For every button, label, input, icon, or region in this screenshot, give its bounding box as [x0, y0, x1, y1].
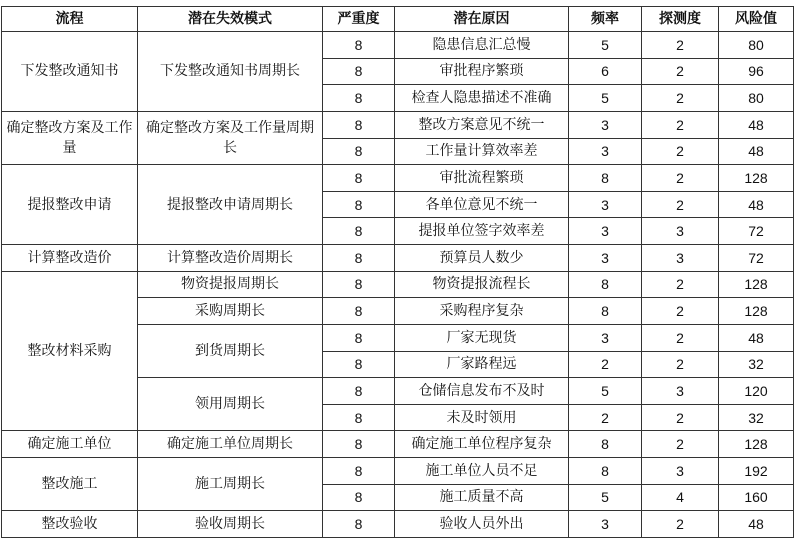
process-cell: 下发整改通知书 — [2, 32, 138, 112]
cause-cell: 施工单位人员不足 — [395, 458, 569, 485]
cause-cell: 工作量计算效率差 — [395, 138, 569, 165]
cause-cell: 未及时领用 — [395, 404, 569, 431]
severity-cell: 8 — [323, 191, 395, 218]
fmea-table — [1, 6, 794, 538]
process-cell: 整改验收 — [2, 511, 138, 538]
header-failure-mode: 潜在失效模式 — [138, 7, 323, 32]
detection-cell: 2 — [642, 111, 719, 138]
detection-cell: 3 — [642, 458, 719, 485]
risk-cell: 48 — [719, 324, 794, 351]
severity-cell: 8 — [323, 111, 395, 138]
risk-cell: 48 — [719, 111, 794, 138]
table-row — [2, 165, 794, 192]
frequency-cell: 3 — [569, 191, 642, 218]
severity-cell: 8 — [323, 58, 395, 85]
severity-cell: 8 — [323, 245, 395, 272]
cause-cell: 整改方案意见不统一 — [395, 111, 569, 138]
failure-mode-cell: 下发整改通知书周期长 — [138, 32, 323, 112]
risk-cell: 128 — [719, 165, 794, 192]
failure-mode-cell: 领用周期长 — [138, 378, 323, 431]
frequency-cell: 8 — [569, 431, 642, 458]
detection-cell: 2 — [642, 32, 719, 59]
table-row — [2, 431, 794, 458]
detection-cell: 2 — [642, 404, 719, 431]
severity-cell: 8 — [323, 324, 395, 351]
process-cell: 提报整改申请 — [2, 165, 138, 245]
failure-mode-cell: 确定施工单位周期长 — [138, 431, 323, 458]
cause-cell: 检查人隐患描述不准确 — [395, 85, 569, 112]
detection-cell: 4 — [642, 484, 719, 511]
cause-cell: 施工质量不高 — [395, 484, 569, 511]
risk-cell: 128 — [719, 431, 794, 458]
frequency-cell: 5 — [569, 85, 642, 112]
failure-mode-cell: 验收周期长 — [138, 511, 323, 538]
cause-cell: 仓储信息发布不及时 — [395, 378, 569, 405]
severity-cell: 8 — [323, 32, 395, 59]
risk-cell: 48 — [719, 511, 794, 538]
process-cell: 整改施工 — [2, 458, 138, 511]
cause-cell: 预算员人数少 — [395, 245, 569, 272]
detection-cell: 2 — [642, 351, 719, 378]
header-detection: 探测度 — [642, 7, 719, 32]
table-row — [2, 458, 794, 485]
severity-cell: 8 — [323, 458, 395, 485]
frequency-cell: 5 — [569, 484, 642, 511]
risk-cell: 192 — [719, 458, 794, 485]
risk-cell: 96 — [719, 58, 794, 85]
risk-cell: 48 — [719, 191, 794, 218]
frequency-cell: 3 — [569, 111, 642, 138]
detection-cell: 2 — [642, 191, 719, 218]
header-risk: 风险值 — [719, 7, 794, 32]
risk-cell: 80 — [719, 32, 794, 59]
cause-cell: 提报单位签字效率差 — [395, 218, 569, 245]
header-severity: 严重度 — [323, 7, 395, 32]
risk-cell: 128 — [719, 271, 794, 298]
detection-cell: 2 — [642, 165, 719, 192]
frequency-cell: 2 — [569, 404, 642, 431]
severity-cell: 8 — [323, 404, 395, 431]
detection-cell: 2 — [642, 138, 719, 165]
severity-cell: 8 — [323, 271, 395, 298]
severity-cell: 8 — [323, 218, 395, 245]
risk-cell: 32 — [719, 404, 794, 431]
table-row — [2, 32, 794, 59]
failure-mode-cell: 计算整改造价周期长 — [138, 245, 323, 272]
cause-cell: 验收人员外出 — [395, 511, 569, 538]
risk-cell: 80 — [719, 85, 794, 112]
table-body — [2, 32, 794, 538]
risk-cell: 160 — [719, 484, 794, 511]
severity-cell: 8 — [323, 138, 395, 165]
frequency-cell: 5 — [569, 32, 642, 59]
header-cause: 潜在原因 — [395, 7, 569, 32]
cause-cell: 厂家路程远 — [395, 351, 569, 378]
severity-cell: 8 — [323, 484, 395, 511]
table-row — [2, 111, 794, 138]
process-cell: 计算整改造价 — [2, 245, 138, 272]
risk-cell: 120 — [719, 378, 794, 405]
frequency-cell: 3 — [569, 218, 642, 245]
detection-cell: 2 — [642, 85, 719, 112]
severity-cell: 8 — [323, 378, 395, 405]
frequency-cell: 3 — [569, 511, 642, 538]
severity-cell: 8 — [323, 511, 395, 538]
failure-mode-cell: 采购周期长 — [138, 298, 323, 325]
header-frequency: 频率 — [569, 7, 642, 32]
frequency-cell: 5 — [569, 378, 642, 405]
frequency-cell: 6 — [569, 58, 642, 85]
process-cell: 确定整改方案及工作量 — [2, 111, 138, 164]
frequency-cell: 8 — [569, 165, 642, 192]
severity-cell: 8 — [323, 431, 395, 458]
cause-cell: 审批流程繁琐 — [395, 165, 569, 192]
cause-cell: 各单位意见不统一 — [395, 191, 569, 218]
cause-cell: 物资提报流程长 — [395, 271, 569, 298]
detection-cell: 3 — [642, 245, 719, 272]
risk-cell: 48 — [719, 138, 794, 165]
severity-cell: 8 — [323, 298, 395, 325]
severity-cell: 8 — [323, 351, 395, 378]
frequency-cell: 8 — [569, 298, 642, 325]
cause-cell: 确定施工单位程序复杂 — [395, 431, 569, 458]
risk-cell: 72 — [719, 245, 794, 272]
cause-cell: 审批程序繁琐 — [395, 58, 569, 85]
table-row — [2, 271, 794, 298]
detection-cell: 2 — [642, 298, 719, 325]
detection-cell: 2 — [642, 271, 719, 298]
risk-cell: 128 — [719, 298, 794, 325]
detection-cell: 3 — [642, 378, 719, 405]
failure-mode-cell: 确定整改方案及工作量周期长 — [138, 111, 323, 164]
cause-cell: 隐患信息汇总慢 — [395, 32, 569, 59]
failure-mode-cell: 到货周期长 — [138, 324, 323, 377]
frequency-cell: 2 — [569, 351, 642, 378]
detection-cell: 2 — [642, 431, 719, 458]
failure-mode-cell: 物资提报周期长 — [138, 271, 323, 298]
failure-mode-cell: 施工周期长 — [138, 458, 323, 511]
risk-cell: 32 — [719, 351, 794, 378]
detection-cell: 2 — [642, 511, 719, 538]
header-row — [2, 7, 794, 32]
table-row — [2, 511, 794, 538]
header-process: 流程 — [2, 7, 138, 32]
frequency-cell: 3 — [569, 138, 642, 165]
cause-cell: 厂家无现货 — [395, 324, 569, 351]
cause-cell: 采购程序复杂 — [395, 298, 569, 325]
frequency-cell: 3 — [569, 324, 642, 351]
risk-cell: 72 — [719, 218, 794, 245]
detection-cell: 2 — [642, 324, 719, 351]
frequency-cell: 3 — [569, 245, 642, 272]
severity-cell: 8 — [323, 165, 395, 192]
process-cell: 整改材料采购 — [2, 271, 138, 431]
severity-cell: 8 — [323, 85, 395, 112]
frequency-cell: 8 — [569, 271, 642, 298]
process-cell: 确定施工单位 — [2, 431, 138, 458]
frequency-cell: 8 — [569, 458, 642, 485]
detection-cell: 2 — [642, 58, 719, 85]
table-row — [2, 245, 794, 272]
failure-mode-cell: 提报整改申请周期长 — [138, 165, 323, 245]
detection-cell: 3 — [642, 218, 719, 245]
